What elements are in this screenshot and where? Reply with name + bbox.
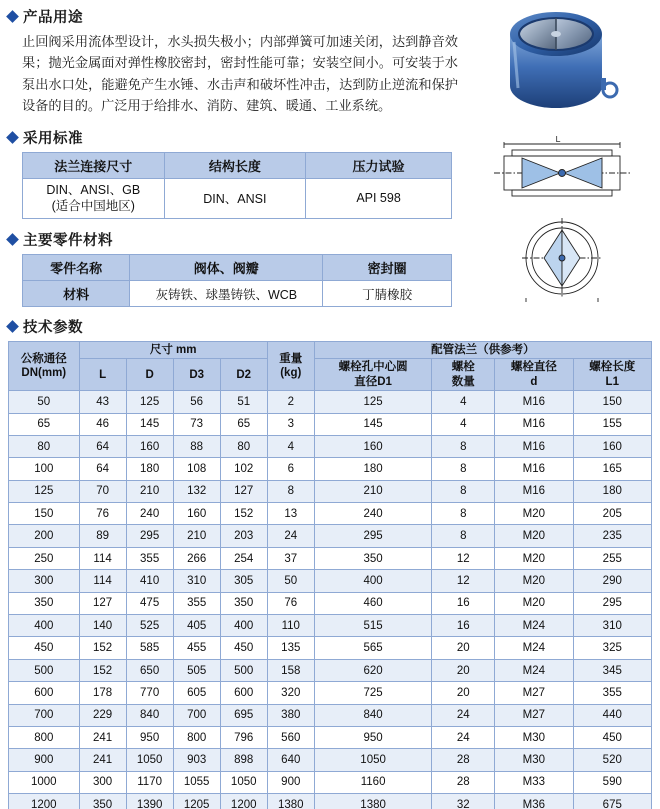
table-row [9, 525, 652, 547]
cell-value: 1200 [220, 794, 267, 809]
cell-value: 114 [79, 547, 126, 569]
cell-dn: 600 [9, 682, 80, 704]
cell-value: 605 [173, 682, 220, 704]
cell-value: 650 [126, 659, 173, 681]
cell-value: 1380 [267, 794, 314, 809]
table-row [9, 682, 652, 704]
table-row [9, 637, 652, 659]
standards-value-cell: DIN、ANSI [164, 178, 306, 219]
cell-value: 800 [173, 726, 220, 748]
diamond-bullet-icon [6, 320, 19, 333]
cell-value: 127 [79, 592, 126, 614]
cell-value: 475 [126, 592, 173, 614]
standards-value-cell: API 598 [306, 178, 452, 219]
cell-value: 64 [79, 458, 126, 480]
cell-value: M20 [495, 547, 573, 569]
cell-value: 65 [220, 413, 267, 435]
cell-value: 73 [173, 413, 220, 435]
cell-value: 12 [432, 547, 495, 569]
cell-value: 1380 [314, 794, 432, 809]
cell-value: M27 [495, 704, 573, 726]
cell-value: 640 [267, 749, 314, 771]
cell-value: 127 [220, 480, 267, 502]
standards-header-cell: 结构长度 [164, 152, 306, 178]
cell-value: 520 [573, 749, 651, 771]
cell-value: 1055 [173, 771, 220, 793]
cell-value: 43 [79, 391, 126, 413]
cell-dn: 125 [9, 480, 80, 502]
cell-value: 51 [220, 391, 267, 413]
cell-value: 3 [267, 413, 314, 435]
cell-value: 6 [267, 458, 314, 480]
cell-value: 8 [267, 480, 314, 502]
section-header-materials [8, 229, 468, 250]
cell-value: M30 [495, 726, 573, 748]
cell-value: 310 [573, 615, 651, 637]
cell-value: 350 [314, 547, 432, 569]
cell-value: 56 [173, 391, 220, 413]
cell-value: 840 [126, 704, 173, 726]
cell-value: 525 [126, 615, 173, 637]
cell-value: 114 [79, 570, 126, 592]
table-header-row [9, 342, 652, 359]
cell-value: M36 [495, 794, 573, 809]
cell-dn: 300 [9, 570, 80, 592]
cell-value: 20 [432, 637, 495, 659]
cell-value: 229 [79, 704, 126, 726]
cell-value: 108 [173, 458, 220, 480]
table-row [9, 615, 652, 637]
cell-value: M30 [495, 749, 573, 771]
table-row [9, 592, 652, 614]
cell-value: M20 [495, 592, 573, 614]
section-header-standards [8, 127, 468, 148]
cell-value: 350 [220, 592, 267, 614]
diamond-bullet-icon [6, 131, 19, 144]
cell-value: 900 [267, 771, 314, 793]
cell-value: 355 [126, 547, 173, 569]
cell-value: 950 [314, 726, 432, 748]
materials-row-label: 零件名称 [23, 255, 130, 281]
table-row [9, 659, 652, 681]
table-row [9, 726, 652, 748]
table-header-row [9, 359, 652, 391]
table-row [9, 503, 652, 525]
cell-value: 505 [173, 659, 220, 681]
left-content-column [0, 0, 468, 317]
usage-paragraph: 止回阀采用流体型设计，水头损失极小；内部弹簧可加速关闭，达到静音效果；抛光金属面对弹性橡胶密封，密封性能可靠；安装空间小。可安装于水泵出水口处，能避免产生水锤、水击声和破坏性冲击，达到防止逆流和保护设备的目的。广泛用于给排水、消防、建筑、暖通、工业系统。 [22, 34, 458, 114]
cell-value: 180 [573, 480, 651, 502]
cell-value: 76 [79, 503, 126, 525]
tech-params-section [8, 310, 652, 809]
cell-value: 725 [314, 682, 432, 704]
cell-value: 16 [432, 615, 495, 637]
section-title-tech: 技术参数 [23, 320, 83, 336]
cell-value: 4 [432, 391, 495, 413]
cell-value: 950 [126, 726, 173, 748]
cell-value: M16 [495, 391, 573, 413]
table-row [23, 178, 452, 219]
cell-value: 8 [432, 480, 495, 502]
cell-value: 898 [220, 749, 267, 771]
cell-value: 180 [126, 458, 173, 480]
cell-value: 305 [220, 570, 267, 592]
cell-value: 310 [173, 570, 220, 592]
header-flange-group: 配管法兰（供参考） [314, 342, 651, 359]
cell-value: 145 [314, 413, 432, 435]
cell-value: 405 [173, 615, 220, 637]
cell-value: 500 [220, 659, 267, 681]
cell-dn: 350 [9, 592, 80, 614]
cell-value: 16 [432, 592, 495, 614]
cell-value: 8 [432, 503, 495, 525]
cell-value: 295 [126, 525, 173, 547]
header-size-d: D [126, 359, 173, 391]
header-bolt-dia: 螺栓直径 d [495, 359, 573, 391]
tech-params-table [8, 341, 652, 809]
cell-value: M20 [495, 570, 573, 592]
cell-value: 125 [126, 391, 173, 413]
cell-dn: 200 [9, 525, 80, 547]
header-bolt-circle: 螺栓孔中心圆 直径D1 [314, 359, 432, 391]
cell-value: 165 [573, 458, 651, 480]
cell-value: 145 [126, 413, 173, 435]
cell-value: 2 [267, 391, 314, 413]
header-bolt-count: 螺栓 数量 [432, 359, 495, 391]
cell-value: 700 [173, 704, 220, 726]
cell-value: 255 [573, 547, 651, 569]
cell-value: 770 [126, 682, 173, 704]
cell-value: 158 [267, 659, 314, 681]
cell-value: 152 [220, 503, 267, 525]
header-bolt-length: 螺栓长度 L1 [573, 359, 651, 391]
cell-value: 13 [267, 503, 314, 525]
cell-value: 350 [79, 794, 126, 809]
cell-value: 1170 [126, 771, 173, 793]
materials-table [22, 254, 452, 307]
cell-value: 300 [79, 771, 126, 793]
cell-value: 450 [220, 637, 267, 659]
table-row [9, 771, 652, 793]
cell-dn: 800 [9, 726, 80, 748]
cell-value: 290 [573, 570, 651, 592]
cell-dn: 250 [9, 547, 80, 569]
cell-value: 565 [314, 637, 432, 659]
cell-dn: 450 [9, 637, 80, 659]
cell-value: 240 [314, 503, 432, 525]
cell-value: 89 [79, 525, 126, 547]
cell-value: 355 [573, 682, 651, 704]
cell-value: 210 [173, 525, 220, 547]
header-weight: 重量 (kg) [267, 342, 314, 391]
table-row [23, 255, 452, 281]
cell-value: M16 [495, 435, 573, 457]
table-row [9, 413, 652, 435]
cell-value: 8 [432, 435, 495, 457]
cell-value: M16 [495, 458, 573, 480]
materials-header-cell: 密封圈 [323, 255, 452, 281]
cell-value: 241 [79, 749, 126, 771]
cell-dn: 80 [9, 435, 80, 457]
cell-value: M20 [495, 503, 573, 525]
cell-value: 1050 [126, 749, 173, 771]
cell-value: 254 [220, 547, 267, 569]
cell-value: M16 [495, 480, 573, 502]
cell-value: 24 [432, 704, 495, 726]
table-row [9, 704, 652, 726]
cell-value: 400 [314, 570, 432, 592]
cell-value: 140 [79, 615, 126, 637]
cell-value: 460 [314, 592, 432, 614]
header-size-d3: D3 [173, 359, 220, 391]
materials-row-label: 材料 [23, 281, 130, 307]
cell-value: 450 [573, 726, 651, 748]
table-row [9, 458, 652, 480]
cell-value: M20 [495, 525, 573, 547]
cell-value: 600 [220, 682, 267, 704]
cell-value: 840 [314, 704, 432, 726]
cell-value: 37 [267, 547, 314, 569]
cell-value: 1050 [314, 749, 432, 771]
cell-value: 400 [220, 615, 267, 637]
cell-value: 4 [267, 435, 314, 457]
standards-value-cell: DIN、ANSI、GB (适合中国地区) [23, 178, 165, 219]
cell-dn: 150 [9, 503, 80, 525]
cell-value: 28 [432, 771, 495, 793]
cell-value: 320 [267, 682, 314, 704]
cell-value: 152 [79, 659, 126, 681]
wafer-check-valve-photo [470, 6, 654, 124]
cell-dn: 900 [9, 749, 80, 771]
cell-dn: 700 [9, 704, 80, 726]
cell-value: 160 [573, 435, 651, 457]
cell-value: M24 [495, 659, 573, 681]
standards-header-cell: 法兰连接尺寸 [23, 152, 165, 178]
table-row [9, 794, 652, 809]
cell-dn: 50 [9, 391, 80, 413]
cell-value: 135 [267, 637, 314, 659]
cell-value: 125 [314, 391, 432, 413]
cell-value: 203 [220, 525, 267, 547]
cell-value: 150 [573, 391, 651, 413]
cell-value: 132 [173, 480, 220, 502]
header-size-l: L [79, 359, 126, 391]
cell-value: 210 [126, 480, 173, 502]
section-header-usage [8, 6, 468, 27]
cell-dn: 500 [9, 659, 80, 681]
cell-value: 20 [432, 659, 495, 681]
table-row [9, 570, 652, 592]
cell-value: 88 [173, 435, 220, 457]
header-size-group: 尺寸 mm [79, 342, 267, 359]
cell-value: 152 [79, 637, 126, 659]
table-row [23, 152, 452, 178]
cell-value: 160 [173, 503, 220, 525]
cell-value: 796 [220, 726, 267, 748]
standards-table [22, 152, 452, 220]
cell-value: M24 [495, 637, 573, 659]
cell-value: 345 [573, 659, 651, 681]
cell-dn: 400 [9, 615, 80, 637]
section-header-tech [8, 316, 652, 337]
cell-value: 585 [126, 637, 173, 659]
cell-value: 8 [432, 458, 495, 480]
illustration-column [464, 0, 660, 300]
cell-value: 32 [432, 794, 495, 809]
materials-value-cell: 灰铸铁、球墨铸铁、WCB [130, 281, 323, 307]
table-row [9, 547, 652, 569]
table-row [23, 281, 452, 307]
cell-value: 102 [220, 458, 267, 480]
cell-value: 1160 [314, 771, 432, 793]
cell-value: 178 [79, 682, 126, 704]
cell-value: 295 [573, 592, 651, 614]
section-title-standards: 采用标准 [23, 130, 83, 147]
standards-header-cell: 压力试验 [306, 152, 452, 178]
cell-dn: 100 [9, 458, 80, 480]
cell-value: 410 [126, 570, 173, 592]
cell-value: 12 [432, 570, 495, 592]
cell-value: 4 [432, 413, 495, 435]
cell-value: 210 [314, 480, 432, 502]
cell-value: 560 [267, 726, 314, 748]
cell-value: 70 [79, 480, 126, 502]
cell-value: 455 [173, 637, 220, 659]
cell-value: 903 [173, 749, 220, 771]
cell-value: 590 [573, 771, 651, 793]
cell-value: 20 [432, 682, 495, 704]
cell-value: M27 [495, 682, 573, 704]
cell-value: 695 [220, 704, 267, 726]
cell-value: 24 [432, 726, 495, 748]
cell-value: 241 [79, 726, 126, 748]
header-dn: 公称通径 DN(mm) [9, 342, 80, 391]
cell-value: 8 [432, 525, 495, 547]
svg-text:L: L [555, 136, 561, 144]
header-size-d2: D2 [220, 359, 267, 391]
cell-value: 160 [126, 435, 173, 457]
tech-params-body [9, 391, 652, 809]
cell-value: 50 [267, 570, 314, 592]
valve-section-drawing [482, 136, 642, 208]
cell-value: 440 [573, 704, 651, 726]
cell-value: 325 [573, 637, 651, 659]
cell-value: 64 [79, 435, 126, 457]
cell-value: 110 [267, 615, 314, 637]
section-title-materials: 主要零件材料 [23, 233, 113, 250]
cell-value: 155 [573, 413, 651, 435]
table-row [9, 435, 652, 457]
cell-dn: 1000 [9, 771, 80, 793]
materials-header-cell: 阀体、阀瓣 [130, 255, 323, 281]
cell-value: 46 [79, 413, 126, 435]
table-row [9, 480, 652, 502]
cell-dn: 65 [9, 413, 80, 435]
cell-value: 380 [267, 704, 314, 726]
cell-value: 76 [267, 592, 314, 614]
diamond-bullet-icon [6, 10, 19, 23]
cell-value: M16 [495, 413, 573, 435]
cell-value: 180 [314, 458, 432, 480]
cell-value: 235 [573, 525, 651, 547]
cell-value: 28 [432, 749, 495, 771]
cell-value: 675 [573, 794, 651, 809]
cell-value: 1205 [173, 794, 220, 809]
cell-dn: 1200 [9, 794, 80, 809]
valve-front-drawing [482, 214, 642, 302]
cell-value: 205 [573, 503, 651, 525]
cell-value: 620 [314, 659, 432, 681]
cell-value: 1050 [220, 771, 267, 793]
cell-value: M24 [495, 615, 573, 637]
diamond-bullet-icon [6, 233, 19, 246]
cell-value: 515 [314, 615, 432, 637]
cell-value: 1390 [126, 794, 173, 809]
cell-value: 80 [220, 435, 267, 457]
cell-value: 295 [314, 525, 432, 547]
materials-value-cell: 丁腈橡胶 [323, 281, 452, 307]
cell-value: M33 [495, 771, 573, 793]
cell-value: 355 [173, 592, 220, 614]
cell-value: 24 [267, 525, 314, 547]
table-row [9, 749, 652, 771]
cell-value: 160 [314, 435, 432, 457]
cell-value: 240 [126, 503, 173, 525]
cell-value: 266 [173, 547, 220, 569]
table-row [9, 391, 652, 413]
section-title-usage: 产品用途 [23, 10, 83, 26]
